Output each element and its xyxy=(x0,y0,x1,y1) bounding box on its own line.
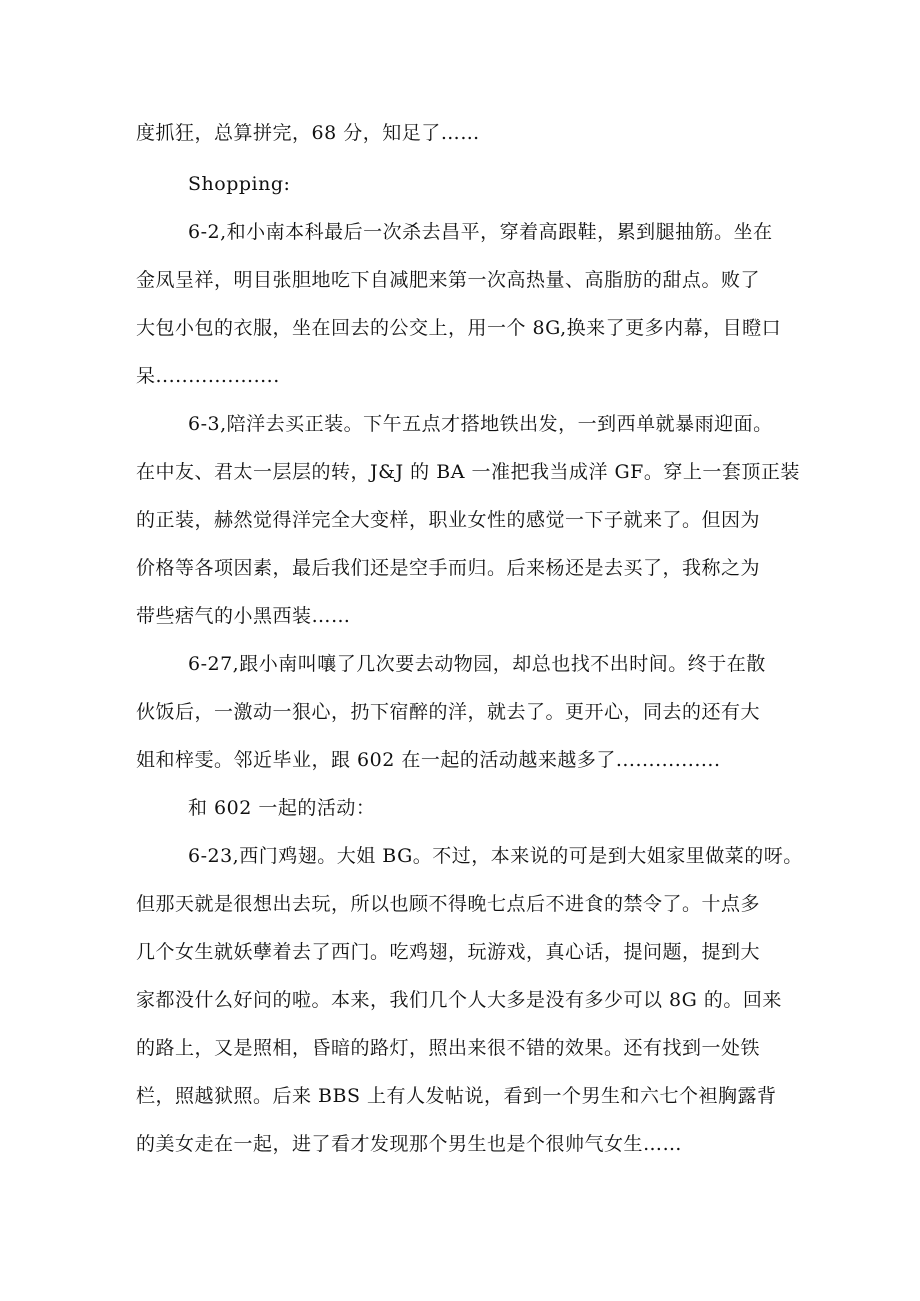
text-line: 大包小包的衣服，坐在回去的公交上，用一个 8G,换来了更多内幕，目瞪口 xyxy=(136,317,782,339)
section-heading-shopping: Shopping: xyxy=(188,173,291,195)
text-line: 的正装，赫然觉得洋完全大变样，职业女性的感觉一下子就来了。但因为 xyxy=(136,509,761,531)
text-line: 呆................... xyxy=(136,365,280,387)
text-line: 6-23,西门鸡翅。大姐 BG。不过，本来说的可是到大姐家里做菜的呀。 xyxy=(188,845,803,867)
text-line: 伙饭后，一激动一狠心，扔下宿醉的洋，就去了。更开心，同去的还有大 xyxy=(136,701,761,723)
text-line: 的美女走在一起，进了看才发现那个男生也是个很帅气女生…… xyxy=(136,1133,683,1155)
text-line: 姐和梓雯。邻近毕业，跟 602 在一起的活动越来越多了................ xyxy=(136,749,721,771)
section-heading-602: 和 602 一起的活动： xyxy=(188,797,376,819)
text-line: 在中友、君太一层层的转，J&J 的 BA 一准把我当成洋 GF。穿上一套顶正装 xyxy=(136,461,800,483)
text-line: 6-2,和小南本科最后一次杀去昌平，穿着高跟鞋，累到腿抽筋。坐在 xyxy=(188,221,773,243)
text-line: 几个女生就妖孽着去了西门。吃鸡翅，玩游戏，真心话，提问题，提到大 xyxy=(136,941,761,963)
text-line: 度抓狂，总算拼完，68 分，知足了…… xyxy=(136,122,480,144)
text-line: 价格等各项因素，最后我们还是空手而归。后来杨还是去买了，我称之为 xyxy=(136,557,761,579)
text-line: 带些痞气的小黑西装…… xyxy=(136,605,351,627)
text-line: 的路上，又是照相，昏暗的路灯，照出来很不错的效果。还有找到一处铁 xyxy=(136,1037,761,1059)
text-line: 家都没什么好问的啦。本来，我们几个人大多是没有多少可以 8G 的。回来 xyxy=(136,989,782,1011)
text-line: 6-27,跟小南叫嚷了几次要去动物园，却总也找不出时间。终于在散 xyxy=(188,653,766,675)
text-line: 栏，照越狱照。后来 BBS 上有人发帖说，看到一个男生和六七个袒胸露背 xyxy=(136,1085,777,1107)
text-line: 6-3,陪洋去买正装。下午五点才搭地铁出发，一到西单就暴雨迎面。 xyxy=(188,413,773,435)
text-line: 但那天就是很想出去玩，所以也顾不得晚七点后不进食的禁令了。十点多 xyxy=(136,893,761,915)
text-line: 金凤呈祥，明目张胆地吃下自减肥来第一次高热量、高脂肪的甜点。败了 xyxy=(136,269,761,291)
